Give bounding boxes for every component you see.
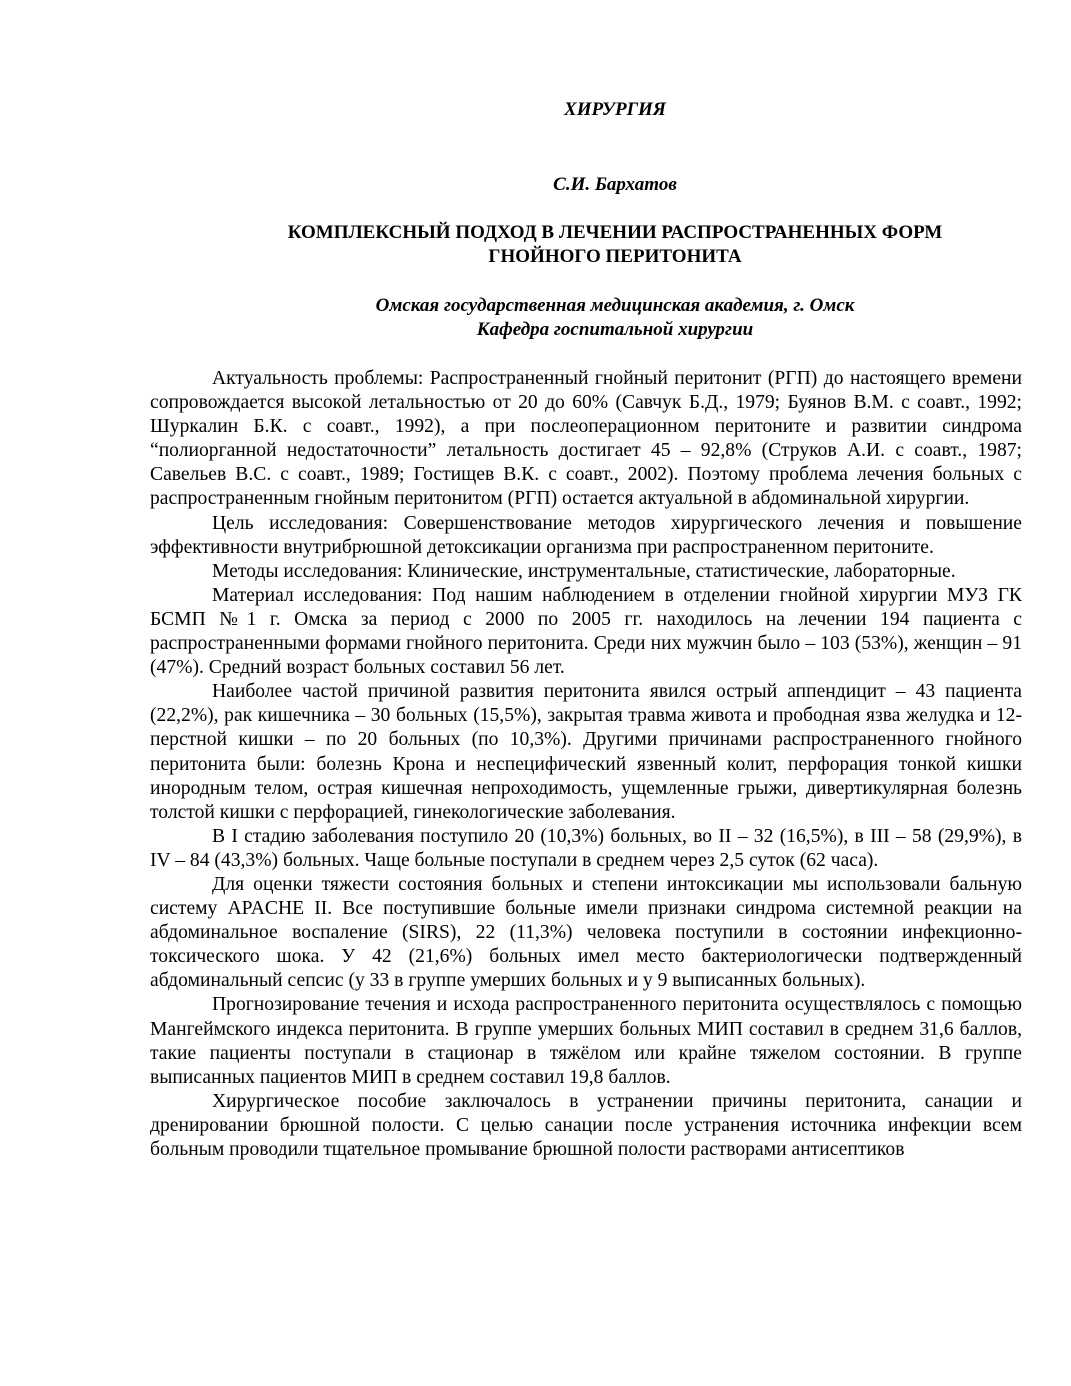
paragraph-relevance: Актуальность проблемы: Распространенный гнойный перитонит (РГП) до настоящего времени сопровождается высокой летальностью от 20 до 60% (Савчук Б.Д., 1979; Буянов В.М. с соавт., 1992; Шуркалин Б.К. с соавт., 1992), а при послеоперационном перитоните и развитии синдрома “полиорганной недостаточности” летальность достигает 45 – 92,8% (Струков А.И. с соавт., 1987; Савельев В.С. с соавт., 1989; Гостищев В.К. с соавт., 2002). Поэтому проблема лечения больных с распространенным гнойным перитонитом (РГП) остается актуальной в абдоминальной хирургии. [150, 368, 1022, 510]
section-heading: ХИРУРГИЯ [564, 99, 666, 120]
body-text [150, 367, 1022, 1162]
paragraph-material: Материал исследования: Под нашим наблюдением в отделении гнойной хирургии МУЗ ГК БСМП №1 г. Омска за период с 2000 по 2005 гг. находилось на лечении 194 пациента с распространенными формами гнойного перитонита. Среди них мужчин было – 103 (53%), женщин – 91 (47%). Средний возраст больных составил 56 лет. [150, 584, 1022, 679]
paper-title-line-2: ГНОЙНОГО ПЕРИТОНИТА [488, 246, 742, 267]
paragraph-stages: В I стадию заболевания поступило 20 (10,3%) больных, во II – 32 (16,5%), в III – 58 (29,9%), в IV – 84 (43,3%) больных. Чаще больные поступали в среднем через 2,5 суток (62 часа). [150, 825, 1022, 871]
author-name: С.И. Бархатов [553, 174, 677, 195]
affiliation [150, 294, 1071, 342]
paragraph-methods: Методы исследования: Клинические, инструментальные, статистические, лабораторные. [212, 560, 956, 582]
affiliation-line-2: Кафедра госпитальной хирургии [476, 319, 754, 340]
paragraph-severity: Для оценки тяжести состояния больных и степени интоксикации мы использовали бальную систему APACHE II. Все поступившие больные имели признаки синдрома системной реакции на абдоминальное воспаление (SIRS), 22 (11,3%) человека поступили в состоянии инфекционно-токсического шока. У 42 (21,6%) больных имел место бактериологически подтвержденный абдоминальный сепсис (у 33 в группе умерших больных и у 9 выписанных больных). [150, 873, 1022, 992]
affiliation-line-1: Омская государственная медицинская академия, г. Омск [375, 295, 855, 316]
paragraph-goal: Цель исследования: Совершенствование методов хирургического лечения и повышение эффективности внутрибрюшной детоксикации организма при распространенном перитоните. [150, 512, 1022, 558]
paper-title [150, 221, 1071, 269]
paragraph-prognosis: Прогнозирование течения и исхода распространенного перитонита осуществлялось с помощью Мангеймского индекса перитонита. В группе умерших больных МИП составил в среднем 31,6 баллов, такие пациенты поступали в стационар в тяжёлом или крайне тяжелом состоянии. В группе выписанных пациентов МИП в среднем составил 19,8 баллов. [150, 994, 1022, 1088]
paragraph-surgery: Хирургическое пособие заключалось в устранении причины перитонита, санации и дренировании брюшной полости. С целью санации после устранения источника инфекции всем больным проводили тщательное промывание брюшной полости растворами антисептиков [150, 1090, 1022, 1160]
paragraph-causes: Наиболее частой причиной развития перитонита явился острый аппендицит – 43 пациента (22,2%), рак кишечника – 30 больных (15,5%), закрытая травма живота и прободная язва желудка и 12-перстной кишки – по 20 больных (по 10,3%). Другими причинами распространенного гнойного перитонита были: болезнь Крона и неспецифический язвенный колит, перфорация тонкой кишки инородным телом, острая кишечная непроходимость, ущемленные грыжи, дивертикулярная болезнь толстой кишки с перфорацией, гинекологические заболевания. [150, 681, 1022, 823]
paper-title-line-1: КОМПЛЕКСНЫЙ ПОДХОД В ЛЕЧЕНИИ РАСПРОСТРАНЕННЫХ ФОРМ [287, 222, 943, 243]
